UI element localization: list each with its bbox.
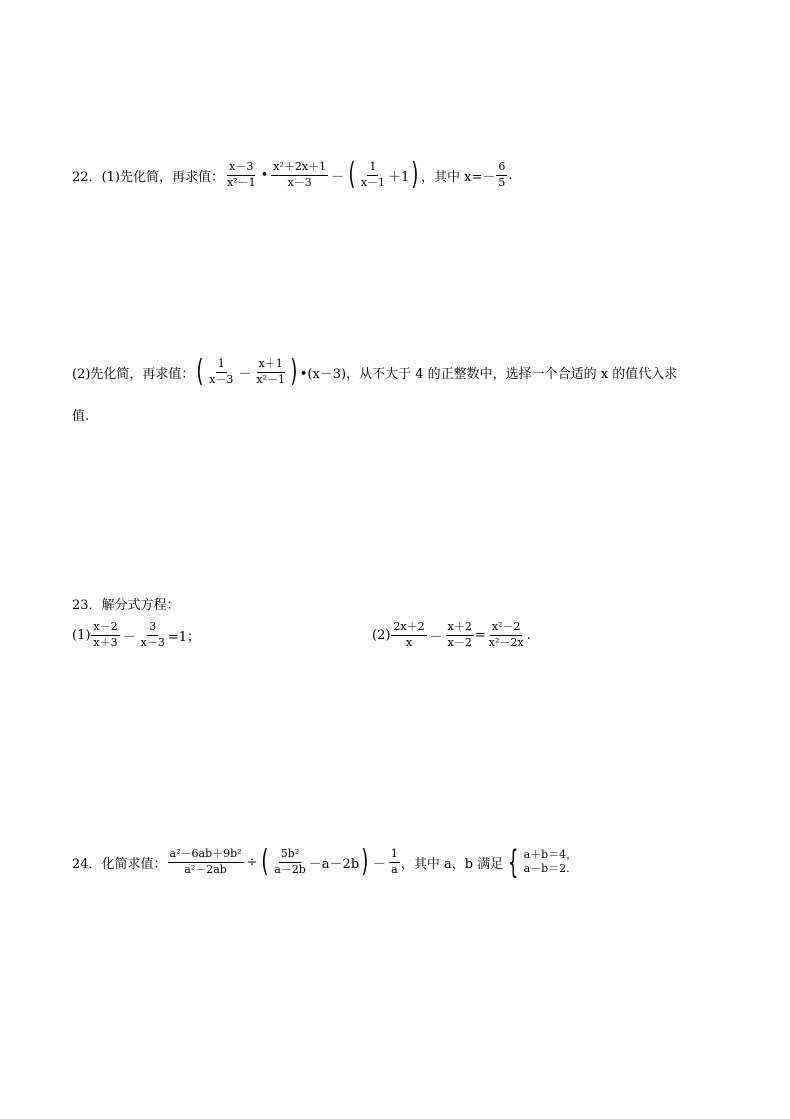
q23-part1: (1) $\frac{x-2}{x+3}$ － $\frac{3}{x-3}$ =1； <box>72 620 201 649</box>
q22b-fraction-2: $\frac{x+1}{\text{x²－1}}$ <box>256 356 285 386</box>
q22-fraction-3: $\frac{1}{x-1}$ <box>360 159 386 189</box>
q22-part2-continued: 值. <box>72 409 90 424</box>
left-brace: { <box>508 843 519 881</box>
q23-p2-fraction-1: $\frac{2x+2}{x}$ <box>393 620 425 649</box>
q24-fraction-1: $\frac{\text{a²－6ab＋9b²}}{\text{a²－2ab}}$ <box>169 846 242 876</box>
q23-title <box>72 594 180 613</box>
q23-label: 23．解分式方程： <box>72 598 180 613</box>
q24-label: 24．化简求值： <box>72 856 167 872</box>
q23-part2: (2) $\frac{2x+2}{x}$ － $\frac{x+2}{x-2}$ = $\frac{\text{x²－2}}{\text{x²－2x}}$ . <box>372 620 531 649</box>
right-paren: ) <box>411 157 419 192</box>
q22b-label: (2)先化简，再求值： <box>72 366 195 382</box>
q24-fraction-3: $\frac{1}{a}$ <box>390 846 398 876</box>
q24-fraction-2: $\frac{\text{5b²}}{a-2b}$ <box>274 846 306 876</box>
q23-p2-fraction-3: $\frac{\text{x²－2}}{\text{x²－2x}}$ <box>488 620 524 649</box>
left-paren: ( <box>261 844 269 879</box>
q22-part1: 22．(1)先化简，再求值： $\frac{x-3}{\text{x²－1}}$ • $\frac{\text{x²＋2x＋1}}{x-3}$ － ( $\frac{1}{x-1}$ ＋1 ) ，其中 x=－ $\frac{6}{5}$ . <box>72 157 513 192</box>
q22-fraction-1: $\frac{x-3}{\text{x²－1}}$ <box>226 159 256 189</box>
q22b-fraction-1: $\frac{1}{x-3}$ <box>209 356 234 386</box>
q23-p1-fraction-1: $\frac{x-2}{x+3}$ <box>93 620 118 649</box>
q22-x-value: $\frac{6}{5}$ <box>498 159 506 189</box>
q23-p2-fraction-2: $\frac{x+2}{x-2}$ <box>447 620 472 649</box>
q22-fraction-2: $\frac{\text{x²＋2x＋1}}{x-3}$ <box>273 159 327 189</box>
right-paren: ) <box>361 844 369 879</box>
q22-label: 22．(1)先化简，再求值： <box>72 169 224 185</box>
q22-part2: (2)先化简，再求值： ( $\frac{1}{x-3}$ － $\frac{x+1}{\text{x²－1}}$ ) •(x－3) ，从不大于 4 的正整数中，选择一个合适的 x 的值代入求 <box>72 354 678 389</box>
q23-p1-fraction-2: $\frac{3}{x-3}$ <box>140 620 165 649</box>
q24: 24．化简求值： $\frac{\text{a²－6ab＋9b²}}{\text{a²－2ab}}$ ÷ ( $\frac{\text{5b²}}{a-2b}$ －a－2b ) － $\frac{1}{a}$ ，其中 a，b 满足 { a＋b＝4， a－b＝2. <box>72 843 578 881</box>
left-paren: ( <box>196 354 204 389</box>
right-paren: ) <box>290 354 298 389</box>
equation-system: { a＋b＝4， a－b＝2. <box>508 843 578 881</box>
left-paren: ( <box>348 157 356 192</box>
